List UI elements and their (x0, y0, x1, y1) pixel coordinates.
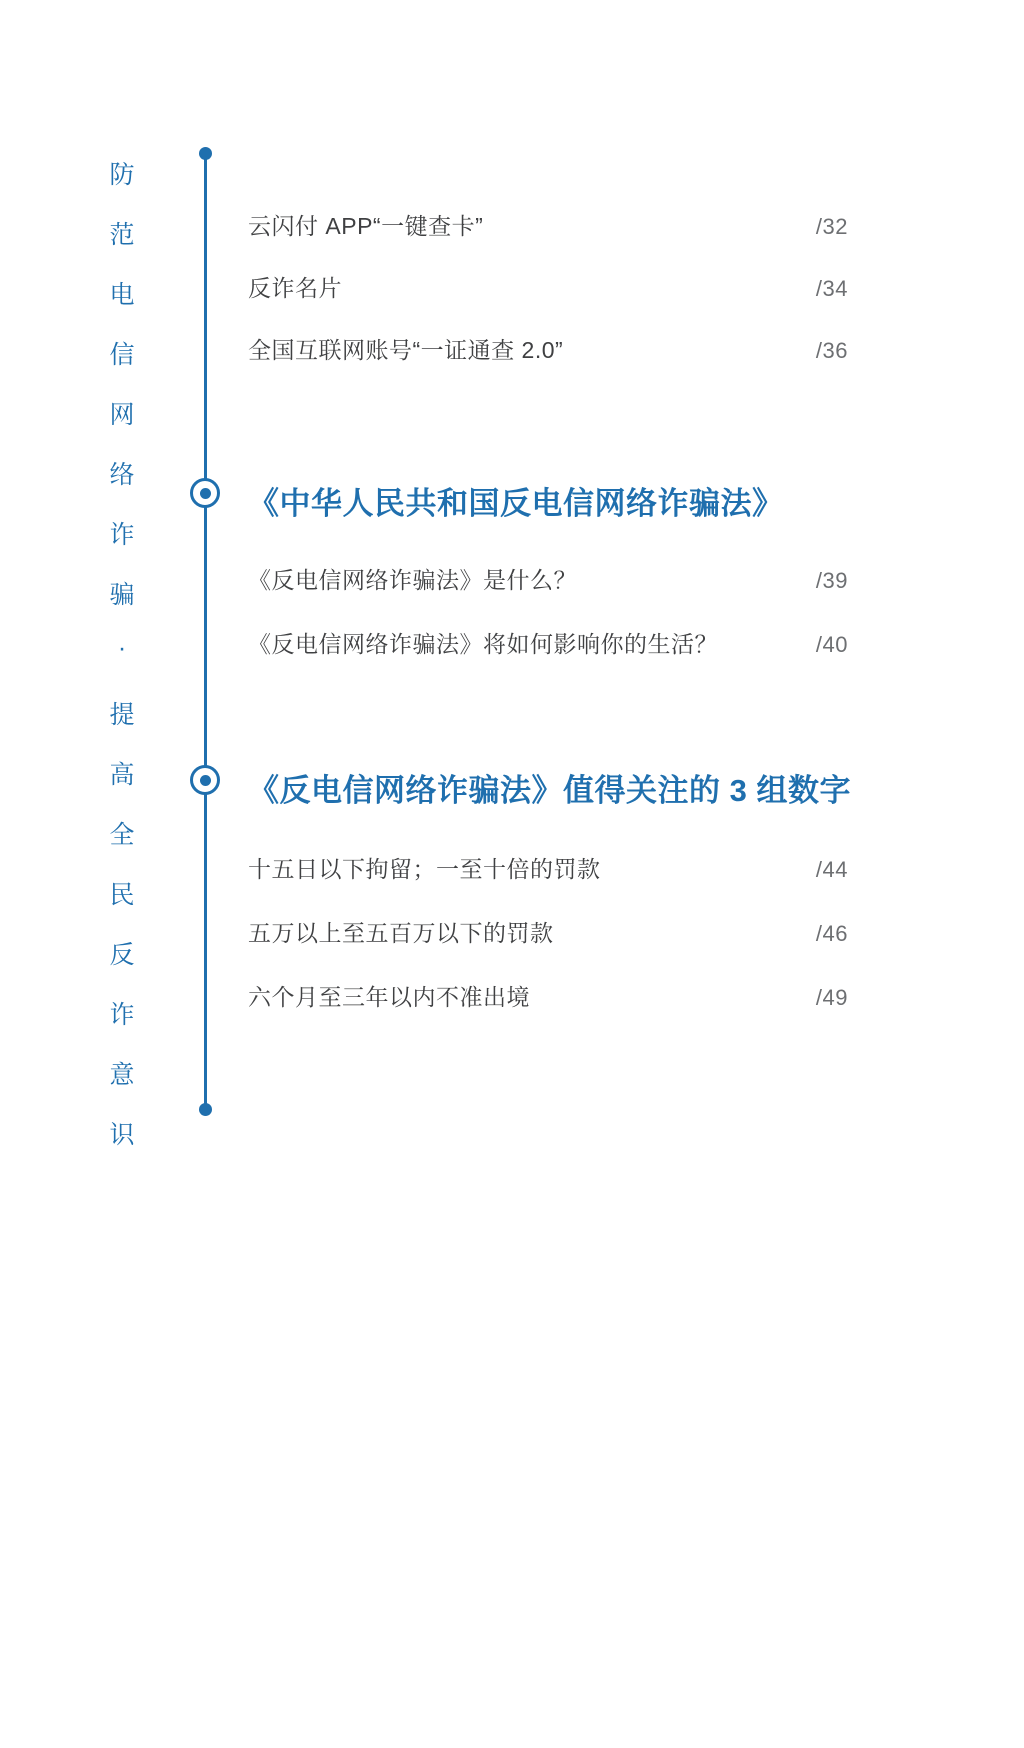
vertical-title-char: 络 (109, 461, 135, 489)
timeline-start-dot (199, 147, 212, 160)
toc-entry-page: /36 (815, 338, 848, 363)
toc-entry-label: 六个月至三年以内不准出境 (248, 984, 530, 1010)
toc-entry[interactable] (248, 270, 848, 303)
vertical-title-char: 反 (109, 941, 135, 969)
vertical-title-char: 识 (109, 1121, 135, 1149)
vertical-title-char: 网 (109, 401, 135, 429)
toc-entry[interactable] (248, 626, 848, 659)
toc-section-heading-1[interactable]: 《中华人民共和国反电信网络诈骗法》 (248, 486, 784, 521)
toc-entry-label: 《反电信网络诈骗法》是什么？ (248, 567, 577, 593)
vertical-book-title (92, 145, 152, 1165)
toc-entry-label: 反诈名片 (248, 275, 342, 301)
toc-entry-label: 《反电信网络诈骗法》将如何影响你的生活？ (248, 631, 718, 657)
timeline-node-section-2 (190, 765, 220, 795)
toc-entry-page: /34 (815, 276, 848, 301)
timeline-end-dot (199, 1103, 212, 1116)
vertical-title-char: 骗 (109, 581, 135, 609)
timeline-rail (204, 152, 207, 1110)
toc-entry[interactable] (248, 851, 848, 884)
vertical-title-separator: · (117, 634, 127, 662)
toc-entry-page: /49 (815, 985, 848, 1010)
toc-entry[interactable] (248, 208, 848, 241)
vertical-title-char: 高 (109, 761, 135, 789)
toc-entry-page: /40 (815, 632, 848, 657)
toc-entry-page: /32 (815, 214, 848, 239)
vertical-title-char: 范 (109, 221, 135, 249)
toc-entry-page: /44 (815, 857, 848, 882)
toc-entry-page: /39 (815, 568, 848, 593)
vertical-title-char: 意 (109, 1061, 135, 1089)
toc-entry-label: 全国互联网账号“一证通查 2.0” (248, 337, 564, 363)
timeline-node-section-1 (190, 478, 220, 508)
toc-entry-label: 十五日以下拘留；一至十倍的罚款 (248, 856, 601, 882)
toc-section-heading-2[interactable]: 《反电信网络诈骗法》值得关注的 3 组数字 (248, 773, 851, 808)
vertical-title-char: 民 (109, 881, 135, 909)
toc-entry-page: /46 (815, 921, 848, 946)
toc-entry[interactable] (248, 979, 848, 1012)
toc-entry[interactable] (248, 915, 848, 948)
toc-entry[interactable] (248, 562, 848, 595)
vertical-title-char: 电 (109, 281, 135, 309)
vertical-title-char: 信 (109, 341, 135, 369)
toc-entry-label: 云闪付 APP“一键查卡” (248, 213, 484, 239)
vertical-title-char: 防 (109, 161, 135, 189)
vertical-title-char: 提 (109, 701, 135, 729)
vertical-title-char: 诈 (109, 521, 135, 549)
toc-entry-label: 五万以上至五百万以下的罚款 (248, 920, 554, 946)
toc-entry[interactable] (248, 332, 848, 365)
vertical-title-char: 诈 (109, 1001, 135, 1029)
vertical-title-char: 全 (109, 821, 135, 849)
